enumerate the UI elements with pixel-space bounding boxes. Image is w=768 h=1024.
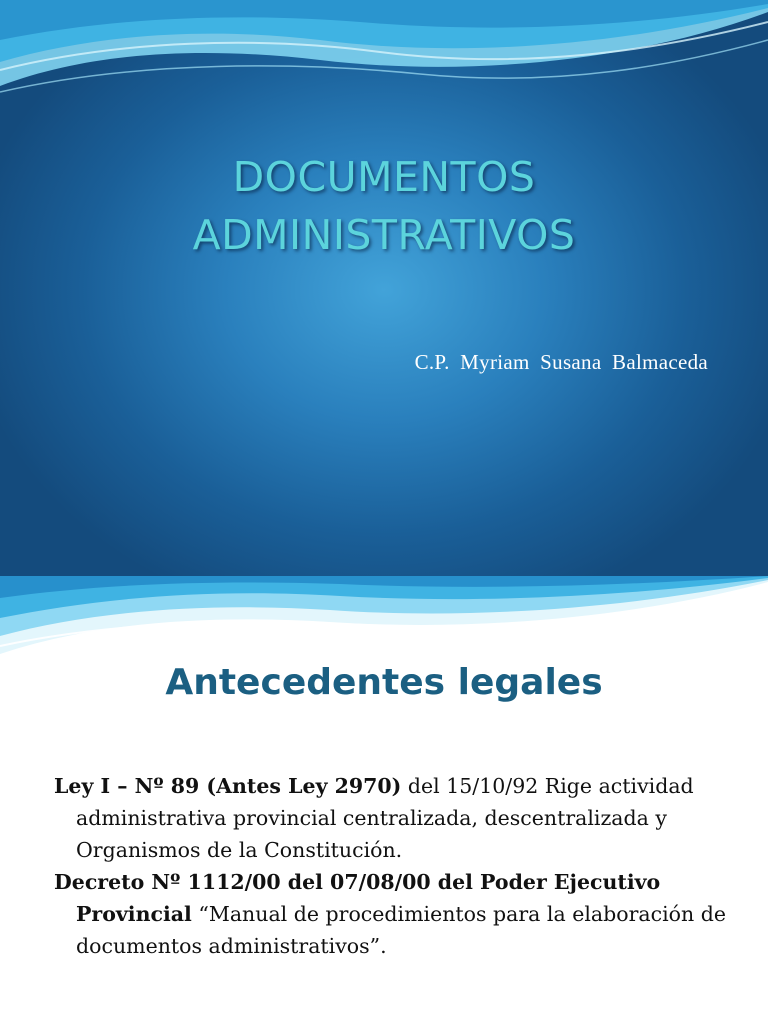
legal-references-list: [54, 770, 734, 962]
list-item: [54, 770, 734, 866]
decree-description: “Manual de procedimientos para la elaboración de documentos administrativos”.: [76, 902, 726, 958]
slide-title-line-1: DOCUMENTOS: [232, 153, 536, 201]
law-reference: Ley I – Nº 89 (Antes Ley 2970): [54, 774, 402, 798]
slide-heading: Antecedentes legales: [165, 662, 603, 703]
decorative-waves: [0, 0, 768, 110]
decorative-waves: [0, 576, 768, 668]
decree-reference: Decreto Nº 1112/00 del 07/08/00 del Poder Ejecutivo Provincial: [54, 870, 661, 926]
slide-title: [0, 148, 768, 264]
author-name: C.P. Myriam Susana Balmaceda: [414, 350, 708, 374]
content-slide: [0, 576, 768, 1024]
law-description: del 15/10/92 Rige actividad administrativa provincial centralizada, descentralizada y Organismos de la Constitución.: [76, 774, 694, 862]
list-item: [54, 866, 734, 962]
slide-title-line-2: ADMINISTRATIVOS: [192, 211, 576, 259]
